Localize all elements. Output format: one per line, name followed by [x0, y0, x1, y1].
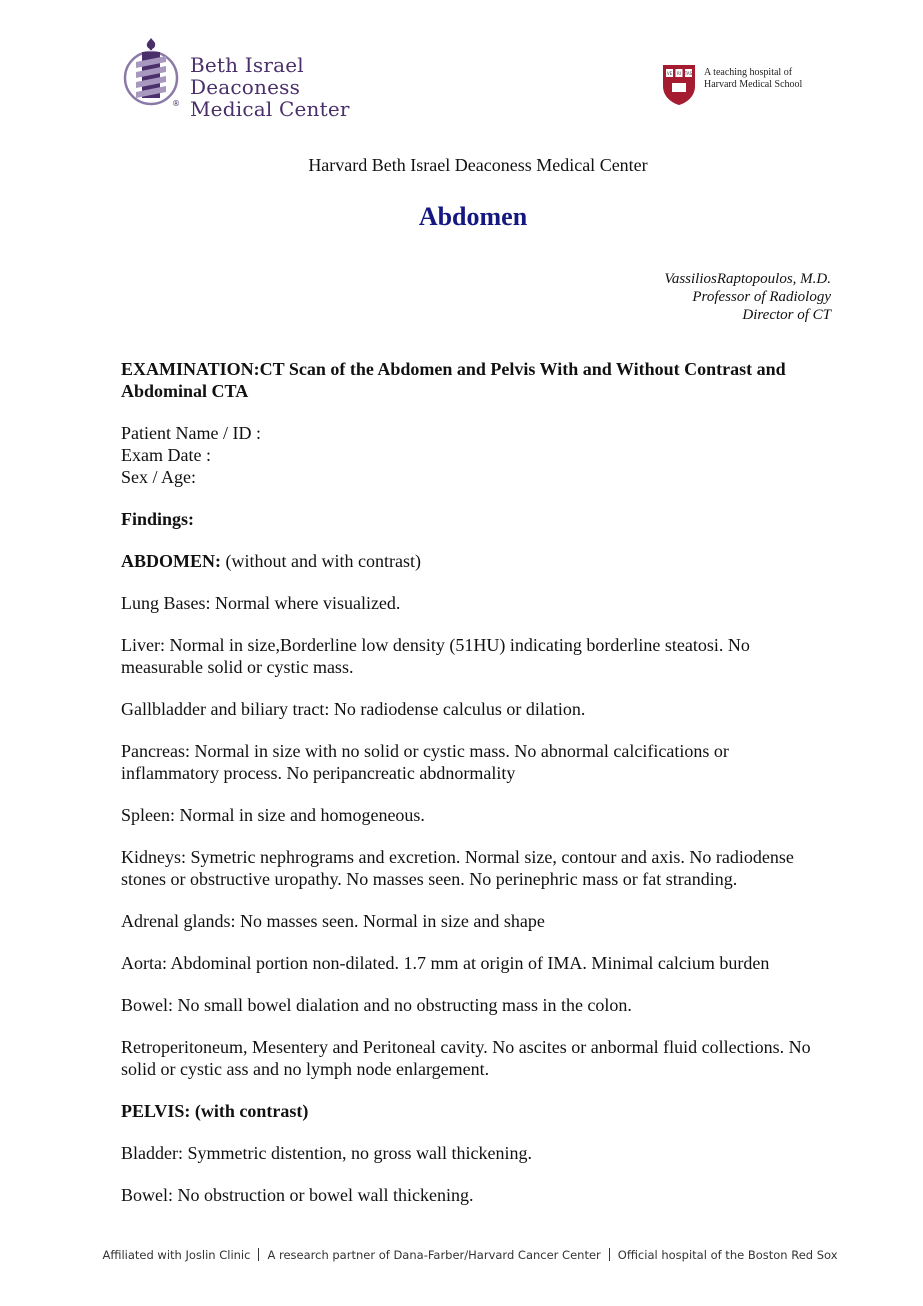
patient-name-id-label: Patient Name / ID : [121, 423, 261, 443]
bidmc-logo [120, 36, 420, 121]
harvard-logo-line2: Harvard Medical School [704, 79, 803, 90]
signature-role-professor: Professor of Radiology [692, 289, 831, 305]
svg-text:®: ® [172, 99, 180, 108]
finding-line: Aorta: Abdominal portion non-dilated. 1.7 mm at origin of IMA. Minimal calcium burden [121, 953, 770, 973]
exam-date-label: Exam Date : [121, 445, 211, 465]
harvard-logo-text [704, 67, 802, 91]
findings-label: Findings: [121, 509, 195, 529]
finding-item [121, 740, 843, 784]
finding-item [121, 910, 843, 932]
finding-line: Retroperitoneum, Mesentery and Peritoneal cavity. No ascites or anbormal fluid collections. No [121, 1037, 811, 1057]
finding-line: inflammatory process. No peripancreatic abdnormality [121, 763, 516, 783]
bidmc-logo-text [190, 54, 420, 120]
page-title: Abdomen [418, 202, 528, 231]
finding-line: solid or cystic ass and no lymph node enlargement. [121, 1059, 490, 1079]
svg-text:TAS: TAS [684, 71, 693, 76]
harvard-shield-icon [662, 64, 696, 106]
abdomen-findings [121, 592, 843, 1080]
harvard-logo [662, 64, 812, 108]
finding-line: Bowel: No small bowel dialation and no obstructing mass in the colon. [121, 995, 632, 1015]
harvard-logo-line1: A teaching hospital of [704, 67, 793, 78]
patient-info [121, 422, 843, 488]
bidmc-logo-line1: Beth Israel Deaconess [190, 53, 304, 99]
page-footer [0, 1248, 923, 1262]
examination-line: Abdominal CTA [121, 381, 249, 401]
finding-item [121, 634, 843, 678]
finding-item [121, 1036, 843, 1080]
finding-item [121, 994, 843, 1016]
finding-line: Bowel: No obstruction or bowel wall thickening. [121, 1185, 474, 1205]
finding-line: Adrenal glands: No masses seen. Normal in size and shape [121, 911, 545, 931]
finding-line: Lung Bases: Normal where visualized. [121, 593, 401, 613]
finding-item [121, 1142, 843, 1164]
finding-line: Gallbladder and biliary tract: No radiodense calculus or dilation. [121, 699, 586, 719]
finding-line: Pancreas: Normal in size with no solid or cystic mass. No abnormal calcifications or [121, 741, 729, 761]
examination-line: EXAMINATION:CT Scan of the Abdomen and Pelvis With and Without Contrast and [121, 359, 786, 379]
finding-item [121, 698, 843, 720]
bidmc-emblem-icon [122, 36, 180, 108]
finding-line: Spleen: Normal in size and homogeneous. [121, 805, 425, 825]
footer-separator [609, 1248, 610, 1261]
footer-red-sox: Official hospital of the Boston Red Sox [617, 1248, 838, 1262]
signature-name-line [664, 270, 831, 288]
examination-heading [121, 358, 843, 402]
finding-line: Bladder: Symmetric distention, no gross wall thickening. [121, 1143, 532, 1163]
pelvis-heading: PELVIS: (with contrast) [121, 1101, 309, 1121]
signature-block [664, 270, 831, 324]
abdomen-heading-note: (without and with contrast) [221, 551, 421, 571]
footer-joslin: Affiliated with Joslin Clinic [102, 1248, 251, 1262]
finding-item [121, 1184, 843, 1206]
finding-line: Kidneys: Symetric nephrograms and excretion. Normal size, contour and axis. No radiodense [121, 847, 794, 867]
signature-name: VassiliosRaptopoulos [664, 271, 793, 287]
finding-line: Liver: Normal in size,Borderline low density (51HU) indicating borderline steatosi. No [121, 635, 750, 655]
signature-degree: , M.D. [792, 271, 831, 287]
finding-item [121, 952, 843, 974]
finding-item [121, 592, 843, 614]
footer-dana-farber: A research partner of Dana-Farber/Harvard Cancer Center [267, 1248, 601, 1262]
footer-separator [258, 1248, 259, 1261]
report-body [121, 358, 843, 1226]
finding-item [121, 804, 843, 826]
svg-text:VE: VE [666, 71, 673, 76]
finding-line: measurable solid or cystic mass. [121, 657, 354, 677]
sex-age-label: Sex / Age: [121, 467, 196, 487]
bidmc-logo-line2: Medical Center [190, 97, 350, 121]
svg-text:RI: RI [677, 71, 681, 76]
finding-item [121, 846, 843, 890]
abdomen-heading [121, 550, 843, 572]
center-name: Harvard Beth Israel Deaconess Medical Center [308, 155, 648, 175]
abdomen-heading-label: ABDOMEN: [121, 551, 221, 571]
pelvis-findings [121, 1142, 843, 1206]
signature-role-director: Director of CT [742, 307, 831, 323]
finding-line: stones or obstructive uropathy. No masses seen. No perinephric mass or fat stranding. [121, 869, 738, 889]
